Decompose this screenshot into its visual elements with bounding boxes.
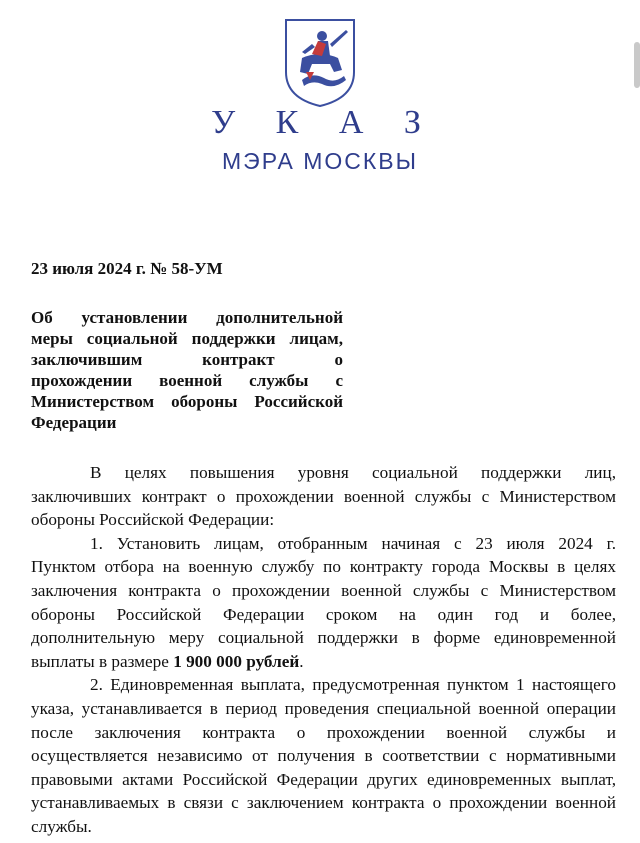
payment-line	[31, 650, 616, 674]
subject-line: прохождении военной службы с	[31, 371, 343, 390]
decree-body	[31, 461, 616, 839]
body-line-text: выплаты в размере	[31, 651, 174, 671]
subject-line: Министерством обороны Российской	[31, 392, 343, 411]
body-line: дополнительную меру социальной поддержки в форме единовременной	[31, 628, 616, 648]
subject-line: Федерации	[31, 413, 117, 432]
body-line: осуществляется независимо от получения в соответствии с нормативными	[31, 746, 616, 766]
decree-date-number: 23 июля 2024 г. № 58-УМ	[31, 259, 223, 278]
body-line: устанавливаемых в связи с заключением контракта о прохождении военной	[31, 793, 616, 813]
body-line: заключивших контракт о прохождении военной службы с Министерством	[31, 486, 616, 506]
body-line: заключения контракта о прохождении военной службы с Министерством	[31, 580, 616, 600]
body-line: Пунктом отбора на военную службу по контракту города Москвы в целях	[31, 557, 616, 577]
body-line: правовыми актами Российской Федерации других единовременных выплат,	[31, 769, 616, 789]
body-line: обороны Российской Федерации сроком на один год и более,	[31, 604, 616, 624]
moscow-coat-of-arms-icon	[272, 14, 368, 108]
body-line: В целях повышения уровня социальной поддержки лиц,	[90, 463, 616, 482]
decree-title: У К А З	[211, 104, 437, 141]
body-line: 2. Единовременная выплата, предусмотренная пунктом 1 настоящего	[90, 675, 616, 695]
body-line: 1. Установить лицам, отобранным начиная с 23 июля 2024 г.	[90, 533, 616, 553]
body-line: после заключения контракта о прохождении военной службы и	[31, 722, 616, 742]
decree-subject	[31, 307, 343, 433]
subject-line: заключившим контракт о	[31, 350, 343, 369]
decree-issuer: МЭРА МОСКВЫ	[222, 148, 418, 174]
payment-amount: 1 900 000 рублей	[173, 651, 300, 671]
subject-line: меры социальной поддержки лицам,	[31, 329, 343, 348]
body-line: службы.	[31, 816, 92, 836]
scrollbar-thumb[interactable]	[634, 42, 640, 88]
subject-line: Об установлении дополнительной	[31, 308, 343, 327]
body-line: обороны Российской Федерации:	[31, 510, 275, 530]
body-line: указа, устанавливается в период проведения специальной военной операции	[31, 698, 616, 718]
payment-suffix: .	[299, 651, 304, 671]
